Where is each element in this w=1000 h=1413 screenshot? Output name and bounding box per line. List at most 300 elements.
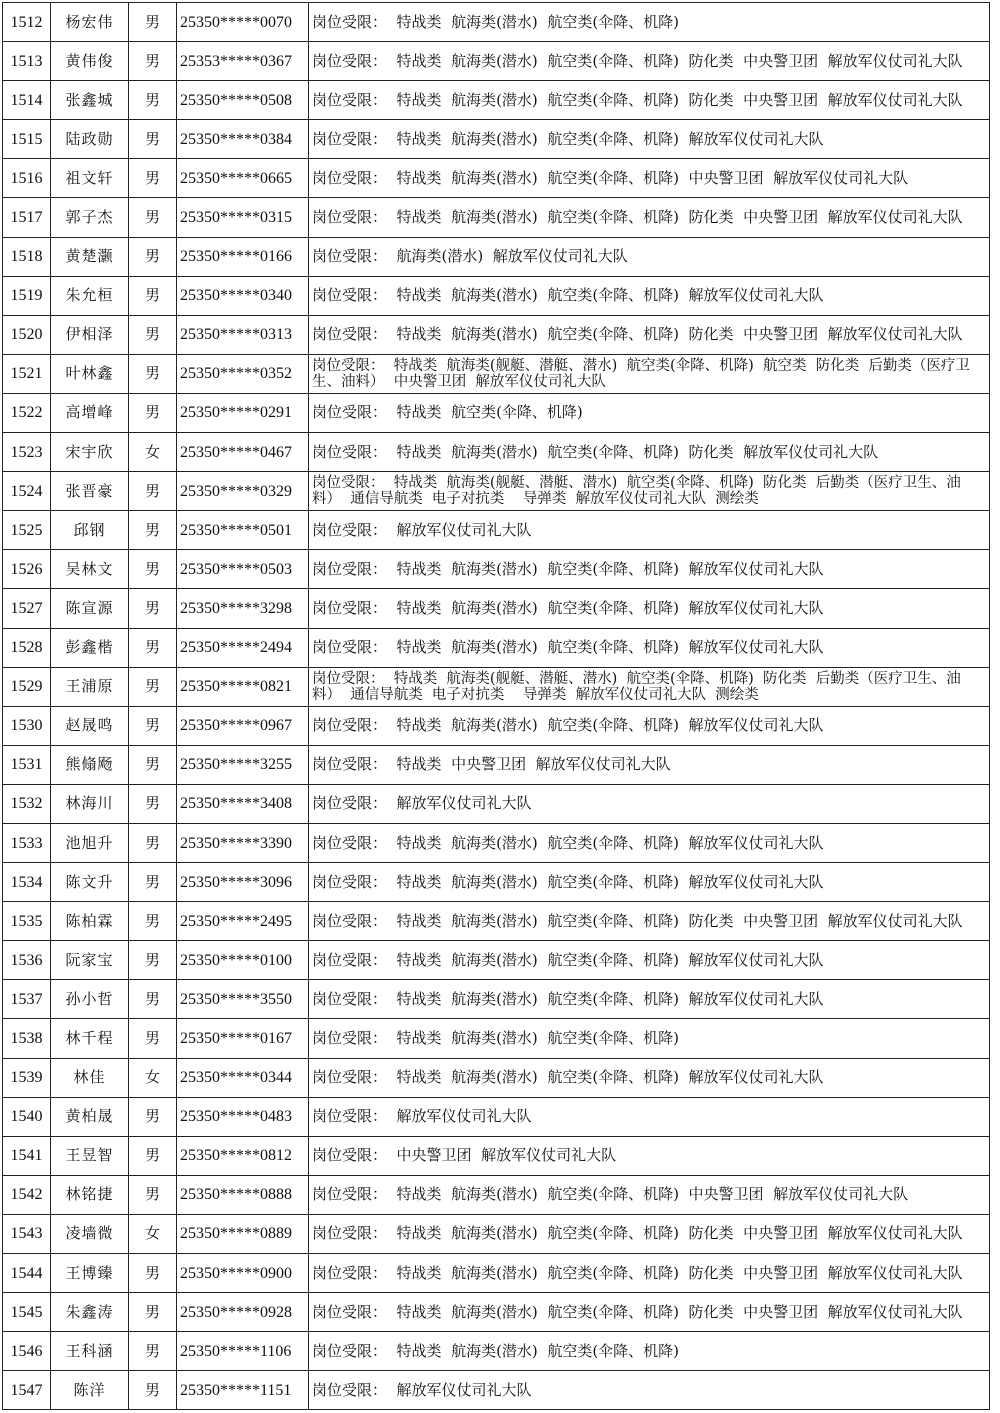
post-restrictions-text: 岗位受限： 特战类 航海类(舰艇、潜艇、潜水) 航空类(伞降、机降) 防化类 后勤类（医疗卫生、油料） 通信导航类 电子对抗类 导弹类 解放军仪仗司礼大队 测绘类 <box>312 475 961 508</box>
candidate-id-number <box>177 863 309 902</box>
candidate-name <box>51 81 129 120</box>
row-number <box>3 863 51 902</box>
candidate-sex <box>129 1254 177 1293</box>
candidate-sex-text: 男 <box>144 1341 160 1360</box>
candidate-id-number <box>177 628 309 667</box>
post-restrictions <box>309 511 990 550</box>
post-restrictions <box>309 472 990 511</box>
row-number <box>3 1097 51 1136</box>
row-number-text: 1536 <box>10 951 43 969</box>
row-number <box>3 1332 51 1371</box>
candidate-sex-text: 男 <box>144 559 160 578</box>
post-restrictions-text: 岗位受限： 特战类 航海类(潜水) 航空类(伞降、机降) 防化类 中央警卫团 解放军仪仗司礼大队 <box>312 90 963 109</box>
post-restrictions <box>309 237 990 276</box>
candidate-id-number-text: 25350*****0928 <box>180 1303 292 1321</box>
candidate-id-number-text: 25350*****0352 <box>180 365 292 383</box>
post-restrictions-text: 岗位受限： 特战类 航海类(舰艇、潜艇、潜水) 航空类(伞降、机降) 航空类 防化类 后勤类（医疗卫生、油料） 中央警卫团 解放军仪仗司礼大队 <box>312 357 970 390</box>
row-number <box>3 667 51 706</box>
post-restrictions-text: 岗位受限： 特战类 航海类(潜水) 航空类(伞降、机降) 中央警卫团 解放军仪仗司礼大队 <box>312 168 909 187</box>
candidate-id-number-text: 25350*****3298 <box>180 599 292 617</box>
post-restrictions-text: 岗位受限： 特战类 航海类(潜水) 航空类(伞降、机降) 防化类 解放军仪仗司礼大队 <box>312 442 879 461</box>
row-number-text: 1525 <box>10 521 43 539</box>
candidate-sex <box>129 1019 177 1058</box>
candidate-name <box>51 1136 129 1175</box>
candidate-id-number-text: 25350*****0070 <box>180 13 292 31</box>
candidate-id-number-text: 25350*****3096 <box>180 873 292 891</box>
table-row <box>3 863 990 902</box>
candidate-name-text: 林铭捷 <box>65 1185 114 1204</box>
row-number <box>3 1019 51 1058</box>
post-restrictions-text: 岗位受限： 解放军仪仗司礼大队 <box>312 1380 532 1399</box>
post-restrictions-text: 岗位受限： 特战类 航海类(潜水) 航空类(伞降、机降) <box>312 12 680 31</box>
candidate-name <box>51 1371 129 1410</box>
candidate-name-text: 池旭升 <box>65 833 114 852</box>
table-body <box>3 3 990 1410</box>
candidate-sex <box>129 1214 177 1253</box>
table-row <box>3 511 990 550</box>
candidate-name <box>51 941 129 980</box>
candidate-id-number <box>177 745 309 784</box>
row-number <box>3 980 51 1019</box>
candidate-id-number <box>177 784 309 823</box>
row-number-text: 1530 <box>10 717 43 735</box>
candidate-name-text: 朱允桓 <box>65 286 114 305</box>
candidate-sex-text: 男 <box>144 168 160 187</box>
candidate-name-text: 吴林文 <box>65 559 114 578</box>
candidate-name <box>51 198 129 237</box>
post-restrictions-text: 岗位受限： 特战类 航海类(潜水) 航空类(伞降、机降) 解放军仪仗司礼大队 <box>312 872 824 891</box>
candidate-sex-text: 男 <box>144 833 160 852</box>
candidate-sex-text: 男 <box>144 520 160 539</box>
post-restrictions-text: 岗位受限： 特战类 航海类(潜水) 航空类(伞降、机降) 防化类 中央警卫团 解放军仪仗司礼大队 <box>312 51 963 70</box>
post-restrictions-text: 岗位受限： 中央警卫团 解放军仪仗司礼大队 <box>312 1146 617 1165</box>
table-row <box>3 784 990 823</box>
candidate-id-number <box>177 1058 309 1097</box>
row-number-text: 1512 <box>10 13 43 31</box>
row-number-text: 1521 <box>10 365 43 383</box>
candidate-name-text: 阮家宝 <box>65 950 114 969</box>
post-restrictions-text: 岗位受限： 特战类 航海类(潜水) 航空类(伞降、机降) 解放军仪仗司礼大队 <box>312 286 824 305</box>
candidate-name <box>51 315 129 354</box>
candidate-sex-text: 男 <box>144 1263 160 1282</box>
post-restrictions <box>309 863 990 902</box>
candidate-table <box>2 2 990 1410</box>
row-number-text: 1539 <box>10 1069 43 1087</box>
candidate-name-text: 王昱智 <box>65 1146 114 1165</box>
candidate-sex-text: 男 <box>144 989 160 1008</box>
candidate-sex-text: 男 <box>144 129 160 148</box>
candidate-id-number-text: 25350*****0665 <box>180 169 292 187</box>
candidate-id-number-text: 25350*****0900 <box>180 1264 292 1282</box>
row-number-text: 1528 <box>10 639 43 657</box>
row-number <box>3 3 51 42</box>
post-restrictions-text: 岗位受限： 特战类 航海类(潜水) 航空类(伞降、机降) 解放军仪仗司礼大队 <box>312 129 824 148</box>
post-restrictions <box>309 276 990 315</box>
candidate-sex <box>129 823 177 862</box>
post-restrictions <box>309 393 990 432</box>
row-number-text: 1540 <box>10 1108 43 1126</box>
candidate-name <box>51 1293 129 1332</box>
candidate-sex-text: 男 <box>144 481 160 500</box>
post-restrictions <box>309 823 990 862</box>
post-restrictions-text: 岗位受限： 特战类 航海类(潜水) 航空类(伞降、机降) 解放军仪仗司礼大队 <box>312 833 824 852</box>
row-number-text: 1519 <box>10 287 43 305</box>
candidate-sex <box>129 1136 177 1175</box>
row-number <box>3 315 51 354</box>
candidate-id-number <box>177 1019 309 1058</box>
candidate-id-number <box>177 354 309 393</box>
post-restrictions <box>309 628 990 667</box>
candidate-sex-text: 女 <box>144 442 160 461</box>
row-number-text: 1546 <box>10 1342 43 1360</box>
candidate-id-number <box>177 511 309 550</box>
candidate-name-text: 赵晟鸣 <box>65 716 114 735</box>
candidate-id-number <box>177 1175 309 1214</box>
candidate-name-text: 王科涵 <box>65 1341 114 1360</box>
post-restrictions-text: 岗位受限： 特战类 航海类(潜水) 航空类(伞降、机降) 解放军仪仗司礼大队 <box>312 598 824 617</box>
post-restrictions <box>309 1293 990 1332</box>
table-row <box>3 1332 990 1371</box>
row-number-text: 1526 <box>10 560 43 578</box>
post-restrictions <box>309 1214 990 1253</box>
post-restrictions-text: 岗位受限： 特战类 航海类(潜水) 航空类(伞降、机降) 防化类 中央警卫团 解放军仪仗司礼大队 <box>312 208 963 227</box>
table-row <box>3 1058 990 1097</box>
candidate-id-number-text: 25350*****0315 <box>180 209 292 227</box>
candidate-id-number-text: 25350*****0329 <box>180 482 292 500</box>
row-number <box>3 628 51 667</box>
candidate-id-number-text: 25350*****1151 <box>180 1381 292 1399</box>
candidate-sex <box>129 393 177 432</box>
table-row <box>3 315 990 354</box>
post-restrictions-text: 岗位受限： 解放军仪仗司礼大队 <box>312 794 532 813</box>
table-row <box>3 628 990 667</box>
candidate-id-number <box>177 1371 309 1410</box>
candidate-name-text: 黄柏晟 <box>65 1107 114 1126</box>
row-number <box>3 237 51 276</box>
row-number-text: 1517 <box>10 209 43 227</box>
row-number-text: 1514 <box>10 91 43 109</box>
row-number <box>3 941 51 980</box>
post-restrictions <box>309 1097 990 1136</box>
post-restrictions <box>309 159 990 198</box>
table-row <box>3 1019 990 1058</box>
candidate-name <box>51 120 129 159</box>
candidate-sex-text: 男 <box>144 1028 160 1047</box>
post-restrictions <box>309 706 990 745</box>
candidate-sex <box>129 1293 177 1332</box>
row-number-text: 1541 <box>10 1147 43 1165</box>
candidate-sex <box>129 550 177 589</box>
candidate-name <box>51 628 129 667</box>
candidate-id-number-text: 25350*****2495 <box>180 912 292 930</box>
candidate-id-number-text: 25350*****0467 <box>180 443 292 461</box>
candidate-name-text: 黄楚灏 <box>65 247 114 266</box>
candidate-name <box>51 393 129 432</box>
candidate-name-text: 张鑫城 <box>65 90 114 109</box>
candidate-id-number-text: 25350*****0812 <box>180 1147 292 1165</box>
candidate-sex <box>129 706 177 745</box>
candidate-name-text: 叶林鑫 <box>65 364 114 383</box>
candidate-name-text: 杨宏伟 <box>65 12 114 31</box>
candidate-name-text: 陈柏霖 <box>65 911 114 930</box>
table-row <box>3 120 990 159</box>
table-row <box>3 980 990 1019</box>
candidate-id-number-text: 25350*****0501 <box>180 521 292 539</box>
row-number-text: 1522 <box>10 404 43 422</box>
candidate-sex <box>129 863 177 902</box>
candidate-id-number <box>177 1097 309 1136</box>
table-row <box>3 159 990 198</box>
candidate-id-number-text: 25350*****0821 <box>180 678 292 696</box>
row-number <box>3 1058 51 1097</box>
candidate-name-text: 黄伟俊 <box>65 51 114 70</box>
candidate-id-number <box>177 980 309 1019</box>
candidate-id-number <box>177 198 309 237</box>
post-restrictions-text: 岗位受限： 特战类 航海类(潜水) 航空类(伞降、机降) 防化类 中央警卫团 解放军仪仗司礼大队 <box>312 325 963 344</box>
candidate-id-number-text: 25350*****0503 <box>180 560 292 578</box>
table-row <box>3 1175 990 1214</box>
candidate-name <box>51 511 129 550</box>
row-number-text: 1529 <box>10 678 43 696</box>
row-number <box>3 706 51 745</box>
post-restrictions-text: 岗位受限： 特战类 航海类(潜水) 航空类(伞降、机降) 中央警卫团 解放军仪仗司礼大队 <box>312 1185 909 1204</box>
candidate-sex <box>129 354 177 393</box>
row-number <box>3 159 51 198</box>
table-row <box>3 42 990 81</box>
candidate-name <box>51 237 129 276</box>
candidate-sex-text: 男 <box>144 794 160 813</box>
row-number <box>3 745 51 784</box>
post-restrictions-text: 岗位受限： 特战类 航海类(舰艇、潜艇、潜水) 航空类(伞降、机降) 防化类 后勤类（医疗卫生、油料） 通信导航类 电子对抗类 导弹类 解放军仪仗司礼大队 测绘类 <box>312 670 961 703</box>
table-row <box>3 1293 990 1332</box>
post-restrictions <box>309 120 990 159</box>
candidate-name <box>51 667 129 706</box>
candidate-name-text: 孙小哲 <box>65 989 114 1008</box>
candidate-id-number <box>177 276 309 315</box>
row-number-text: 1544 <box>10 1264 43 1282</box>
candidate-sex-text: 男 <box>144 716 160 735</box>
candidate-id-number <box>177 472 309 511</box>
post-restrictions <box>309 1254 990 1293</box>
post-restrictions-text: 岗位受限： 特战类 航海类(潜水) 航空类(伞降、机降) 解放军仪仗司礼大队 <box>312 1068 824 1087</box>
candidate-name <box>51 823 129 862</box>
post-restrictions-text: 岗位受限： 特战类 航海类(潜水) 航空类(伞降、机降) 解放军仪仗司礼大队 <box>312 638 824 657</box>
candidate-id-number <box>177 902 309 941</box>
candidate-sex-text: 男 <box>144 12 160 31</box>
candidate-id-number-text: 25350*****3255 <box>180 756 292 774</box>
candidate-sex-text: 男 <box>144 403 160 422</box>
candidate-sex-text: 男 <box>144 325 160 344</box>
candidate-sex-text: 男 <box>144 51 160 70</box>
post-restrictions <box>309 589 990 628</box>
post-restrictions-text: 岗位受限： 特战类 航海类(潜水) 航空类(伞降、机降) 防化类 中央警卫团 解放军仪仗司礼大队 <box>312 911 963 930</box>
table-row <box>3 823 990 862</box>
table-row <box>3 237 990 276</box>
candidate-sex <box>129 902 177 941</box>
candidate-name-text: 伊相泽 <box>65 325 114 344</box>
candidate-sex-text: 男 <box>144 208 160 227</box>
candidate-sex <box>129 472 177 511</box>
row-number <box>3 42 51 81</box>
candidate-sex <box>129 276 177 315</box>
row-number-text: 1533 <box>10 834 43 852</box>
candidate-name <box>51 745 129 784</box>
post-restrictions <box>309 433 990 472</box>
candidate-id-number-text: 25350*****3390 <box>180 834 292 852</box>
row-number-text: 1537 <box>10 990 43 1008</box>
post-restrictions <box>309 980 990 1019</box>
post-restrictions-text: 岗位受限： 特战类 航海类(潜水) 航空类(伞降、机降) 解放军仪仗司礼大队 <box>312 950 824 969</box>
row-number <box>3 902 51 941</box>
post-restrictions <box>309 902 990 941</box>
candidate-id-number <box>177 1136 309 1175</box>
candidate-id-number-text: 25350*****0291 <box>180 404 292 422</box>
candidate-name <box>51 980 129 1019</box>
row-number-text: 1534 <box>10 873 43 891</box>
table-row <box>3 1371 990 1410</box>
candidate-sex <box>129 3 177 42</box>
row-number <box>3 354 51 393</box>
row-number <box>3 1214 51 1253</box>
row-number-text: 1542 <box>10 1186 43 1204</box>
table-row <box>3 1097 990 1136</box>
candidate-sex-text: 男 <box>144 90 160 109</box>
post-restrictions-text: 岗位受限： 特战类 航海类(潜水) 航空类(伞降、机降) <box>312 1341 680 1360</box>
candidate-name-text: 林千程 <box>65 1028 114 1047</box>
candidate-name <box>51 354 129 393</box>
candidate-id-number-text: 25350*****0888 <box>180 1186 292 1204</box>
candidate-id-number <box>177 81 309 120</box>
candidate-name <box>51 1214 129 1253</box>
candidate-id-number-text: 25350*****0889 <box>180 1225 292 1243</box>
candidate-id-number-text: 25350*****0167 <box>180 1029 292 1047</box>
candidate-id-number-text: 25350*****0340 <box>180 287 292 305</box>
post-restrictions <box>309 81 990 120</box>
row-number-text: 1545 <box>10 1303 43 1321</box>
candidate-id-number <box>177 1254 309 1293</box>
post-restrictions <box>309 667 990 706</box>
candidate-name-text: 郭子杰 <box>65 208 114 227</box>
row-number-text: 1518 <box>10 248 43 266</box>
candidate-sex <box>129 1058 177 1097</box>
post-restrictions-text: 岗位受限： 航海类(潜水) 解放军仪仗司礼大队 <box>312 247 628 266</box>
row-number-text: 1535 <box>10 912 43 930</box>
candidate-id-number-text: 25353*****0367 <box>180 52 292 70</box>
post-restrictions-text: 岗位受限： 特战类 航海类(潜水) 航空类(伞降、机降) 解放军仪仗司礼大队 <box>312 989 824 1008</box>
candidate-sex <box>129 433 177 472</box>
candidate-sex-text: 男 <box>144 247 160 266</box>
candidate-sex <box>129 941 177 980</box>
candidate-name-text: 王博臻 <box>65 1263 114 1282</box>
row-number-text: 1524 <box>10 482 43 500</box>
table-row <box>3 81 990 120</box>
post-restrictions-text: 岗位受限： 特战类 航海类(潜水) 航空类(伞降、机降) 解放军仪仗司礼大队 <box>312 716 824 735</box>
row-number <box>3 511 51 550</box>
candidate-name-text: 张晋豪 <box>65 481 114 500</box>
row-number <box>3 1254 51 1293</box>
candidate-id-number <box>177 941 309 980</box>
candidate-name <box>51 276 129 315</box>
row-number <box>3 550 51 589</box>
candidate-id-number <box>177 667 309 706</box>
candidate-name-text: 彭鑫楷 <box>65 638 114 657</box>
table-row <box>3 3 990 42</box>
post-restrictions-text: 岗位受限： 特战类 航海类(潜水) 航空类(伞降、机降) <box>312 1028 680 1047</box>
row-number <box>3 1175 51 1214</box>
post-restrictions <box>309 315 990 354</box>
candidate-sex-text: 男 <box>144 364 160 383</box>
candidate-name <box>51 1019 129 1058</box>
candidate-sex <box>129 628 177 667</box>
post-restrictions <box>309 3 990 42</box>
candidate-sex-text: 男 <box>144 950 160 969</box>
table-row <box>3 706 990 745</box>
candidate-name-text: 朱鑫涛 <box>65 1302 114 1321</box>
candidate-name-text: 陆政勋 <box>65 129 114 148</box>
post-restrictions-text: 岗位受限： 特战类 航海类(潜水) 航空类(伞降、机降) 防化类 中央警卫团 解放军仪仗司礼大队 <box>312 1224 963 1243</box>
row-number <box>3 120 51 159</box>
row-number-text: 1543 <box>10 1225 43 1243</box>
candidate-name <box>51 472 129 511</box>
table-row <box>3 276 990 315</box>
row-number-text: 1547 <box>10 1381 43 1399</box>
candidate-sex-text: 男 <box>144 638 160 657</box>
row-number <box>3 589 51 628</box>
row-number-text: 1515 <box>10 130 43 148</box>
candidate-name-text: 王浦原 <box>65 677 114 696</box>
table-row <box>3 198 990 237</box>
table-row <box>3 550 990 589</box>
post-restrictions <box>309 941 990 980</box>
post-restrictions <box>309 1371 990 1410</box>
candidate-name <box>51 433 129 472</box>
candidate-id-number <box>177 550 309 589</box>
candidate-sex-text: 女 <box>144 1068 160 1087</box>
candidate-sex <box>129 1371 177 1410</box>
candidate-id-number <box>177 393 309 432</box>
candidate-name <box>51 1254 129 1293</box>
candidate-id-number <box>177 159 309 198</box>
candidate-name <box>51 1332 129 1371</box>
candidate-name-text: 林佳 <box>73 1068 106 1087</box>
candidate-sex <box>129 980 177 1019</box>
candidate-name <box>51 706 129 745</box>
candidate-name <box>51 784 129 823</box>
candidate-sex-text: 女 <box>144 1224 160 1243</box>
candidate-id-number <box>177 433 309 472</box>
candidate-name <box>51 1097 129 1136</box>
post-restrictions <box>309 354 990 393</box>
candidate-sex <box>129 1332 177 1371</box>
candidate-id-number <box>177 589 309 628</box>
candidate-id-number <box>177 237 309 276</box>
candidate-id-number <box>177 706 309 745</box>
table-row <box>3 393 990 432</box>
post-restrictions <box>309 1175 990 1214</box>
candidate-sex <box>129 667 177 706</box>
candidate-name <box>51 902 129 941</box>
candidate-id-number <box>177 120 309 159</box>
row-number-text: 1531 <box>10 756 43 774</box>
post-restrictions-text: 岗位受限： 解放军仪仗司礼大队 <box>312 520 532 539</box>
table-row <box>3 1136 990 1175</box>
post-restrictions-text: 岗位受限： 特战类 航空类(伞降、机降) <box>312 403 583 422</box>
candidate-sex-text: 男 <box>144 286 160 305</box>
candidate-sex <box>129 1175 177 1214</box>
post-restrictions-text: 岗位受限： 特战类 航海类(潜水) 航空类(伞降、机降) 防化类 中央警卫团 解放军仪仗司礼大队 <box>312 1263 963 1282</box>
table-row <box>3 941 990 980</box>
candidate-name-text: 凌墙微 <box>65 1224 114 1243</box>
